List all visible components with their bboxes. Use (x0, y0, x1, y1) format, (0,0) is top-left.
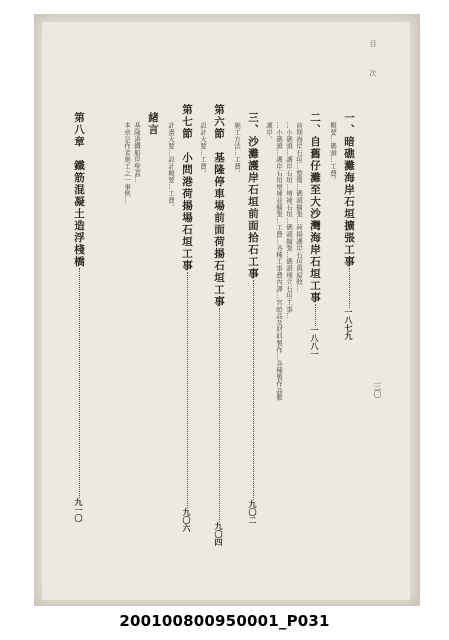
toc-subentry-2c: …小碼頭…護岸石垣增補並擴張…工費…各種工事費內譯…官給品及材料製作…各種製作品數 (275, 122, 283, 401)
toc-entry-5 (180, 104, 195, 532)
toc-entry-7-page: 九一〇 (74, 498, 84, 522)
toc-subentry-2d: 護岸。 (265, 122, 273, 143)
leader-dots (219, 308, 220, 522)
toc-entry-7-text: 第八章 鐵筋混凝土造浮棧橋 (73, 112, 85, 268)
image-id-caption: 200100800950001_P031 (119, 612, 330, 630)
toc-subentry-5: 計畫大要…設計概要…工費。 (167, 122, 175, 211)
leader-dots (315, 304, 316, 326)
toc-entry-4-text: 第六節 基隆停車場前面荷揚石垣工事 (213, 104, 225, 308)
leader-dots (253, 280, 254, 500)
toc-subentry-6a: 基隆港鐵船岸壁蓋… (133, 122, 141, 184)
toc-entry-3-page: 九〇二 (248, 500, 258, 524)
toc-entry-4 (212, 104, 227, 546)
leader-dots (349, 268, 350, 308)
toc-subentry-3: 施工方法…工費。 (233, 122, 241, 177)
toc-entry-1 (342, 112, 357, 340)
page-header (368, 40, 378, 86)
leader-dots (79, 268, 80, 498)
toc-entry-7 (72, 112, 87, 522)
toc-entry-1-page: 一八七九 (344, 308, 354, 340)
toc-subentry-4: 設計大要…工費。 (199, 122, 207, 177)
toc-entry-5-page: 九〇六 (182, 508, 192, 532)
toc-entry-4-page: 九〇四 (214, 522, 224, 546)
toc-entry-6: 緒言 (147, 112, 159, 136)
header-title: 目 次 (369, 40, 377, 87)
toc-page (42, 22, 410, 600)
toc-subentry-1: 概要…碼頭…工費。 (329, 122, 337, 184)
toc-entry-2-text: 二、自舊仔灘至大沙灣海岸石垣工事 (309, 112, 321, 304)
toc-subentry-2b: …小碼頭…護岸石垣…增補石垣…碼頭擴張…碼頭埋立石垣工事… (285, 122, 293, 320)
toc-entry-2 (308, 112, 323, 358)
scanned-page-frame (34, 14, 420, 606)
toc-entry-2-page: 一八八一 (310, 326, 320, 358)
toc-entry-3 (246, 112, 261, 524)
toc-entry-3-text: 三、沙灘護岸石垣前面拾石工事 (247, 112, 259, 280)
toc-entry-5-text: 第七節 小問港荷揚場石垣工事 (181, 104, 193, 272)
leader-dots (187, 272, 188, 508)
toc-subentry-6b: 本章是作者施工之一事例… (123, 122, 131, 204)
page-number: 三〇 (373, 382, 382, 398)
toc-entry-1-text: 一、暗礁灘海岸石垣擴張工事 (343, 112, 355, 268)
toc-subentry-2a: 前期海岸石垣…整備…碼頭擴張…荷揚護岸石垣與腐敗… (295, 122, 303, 292)
